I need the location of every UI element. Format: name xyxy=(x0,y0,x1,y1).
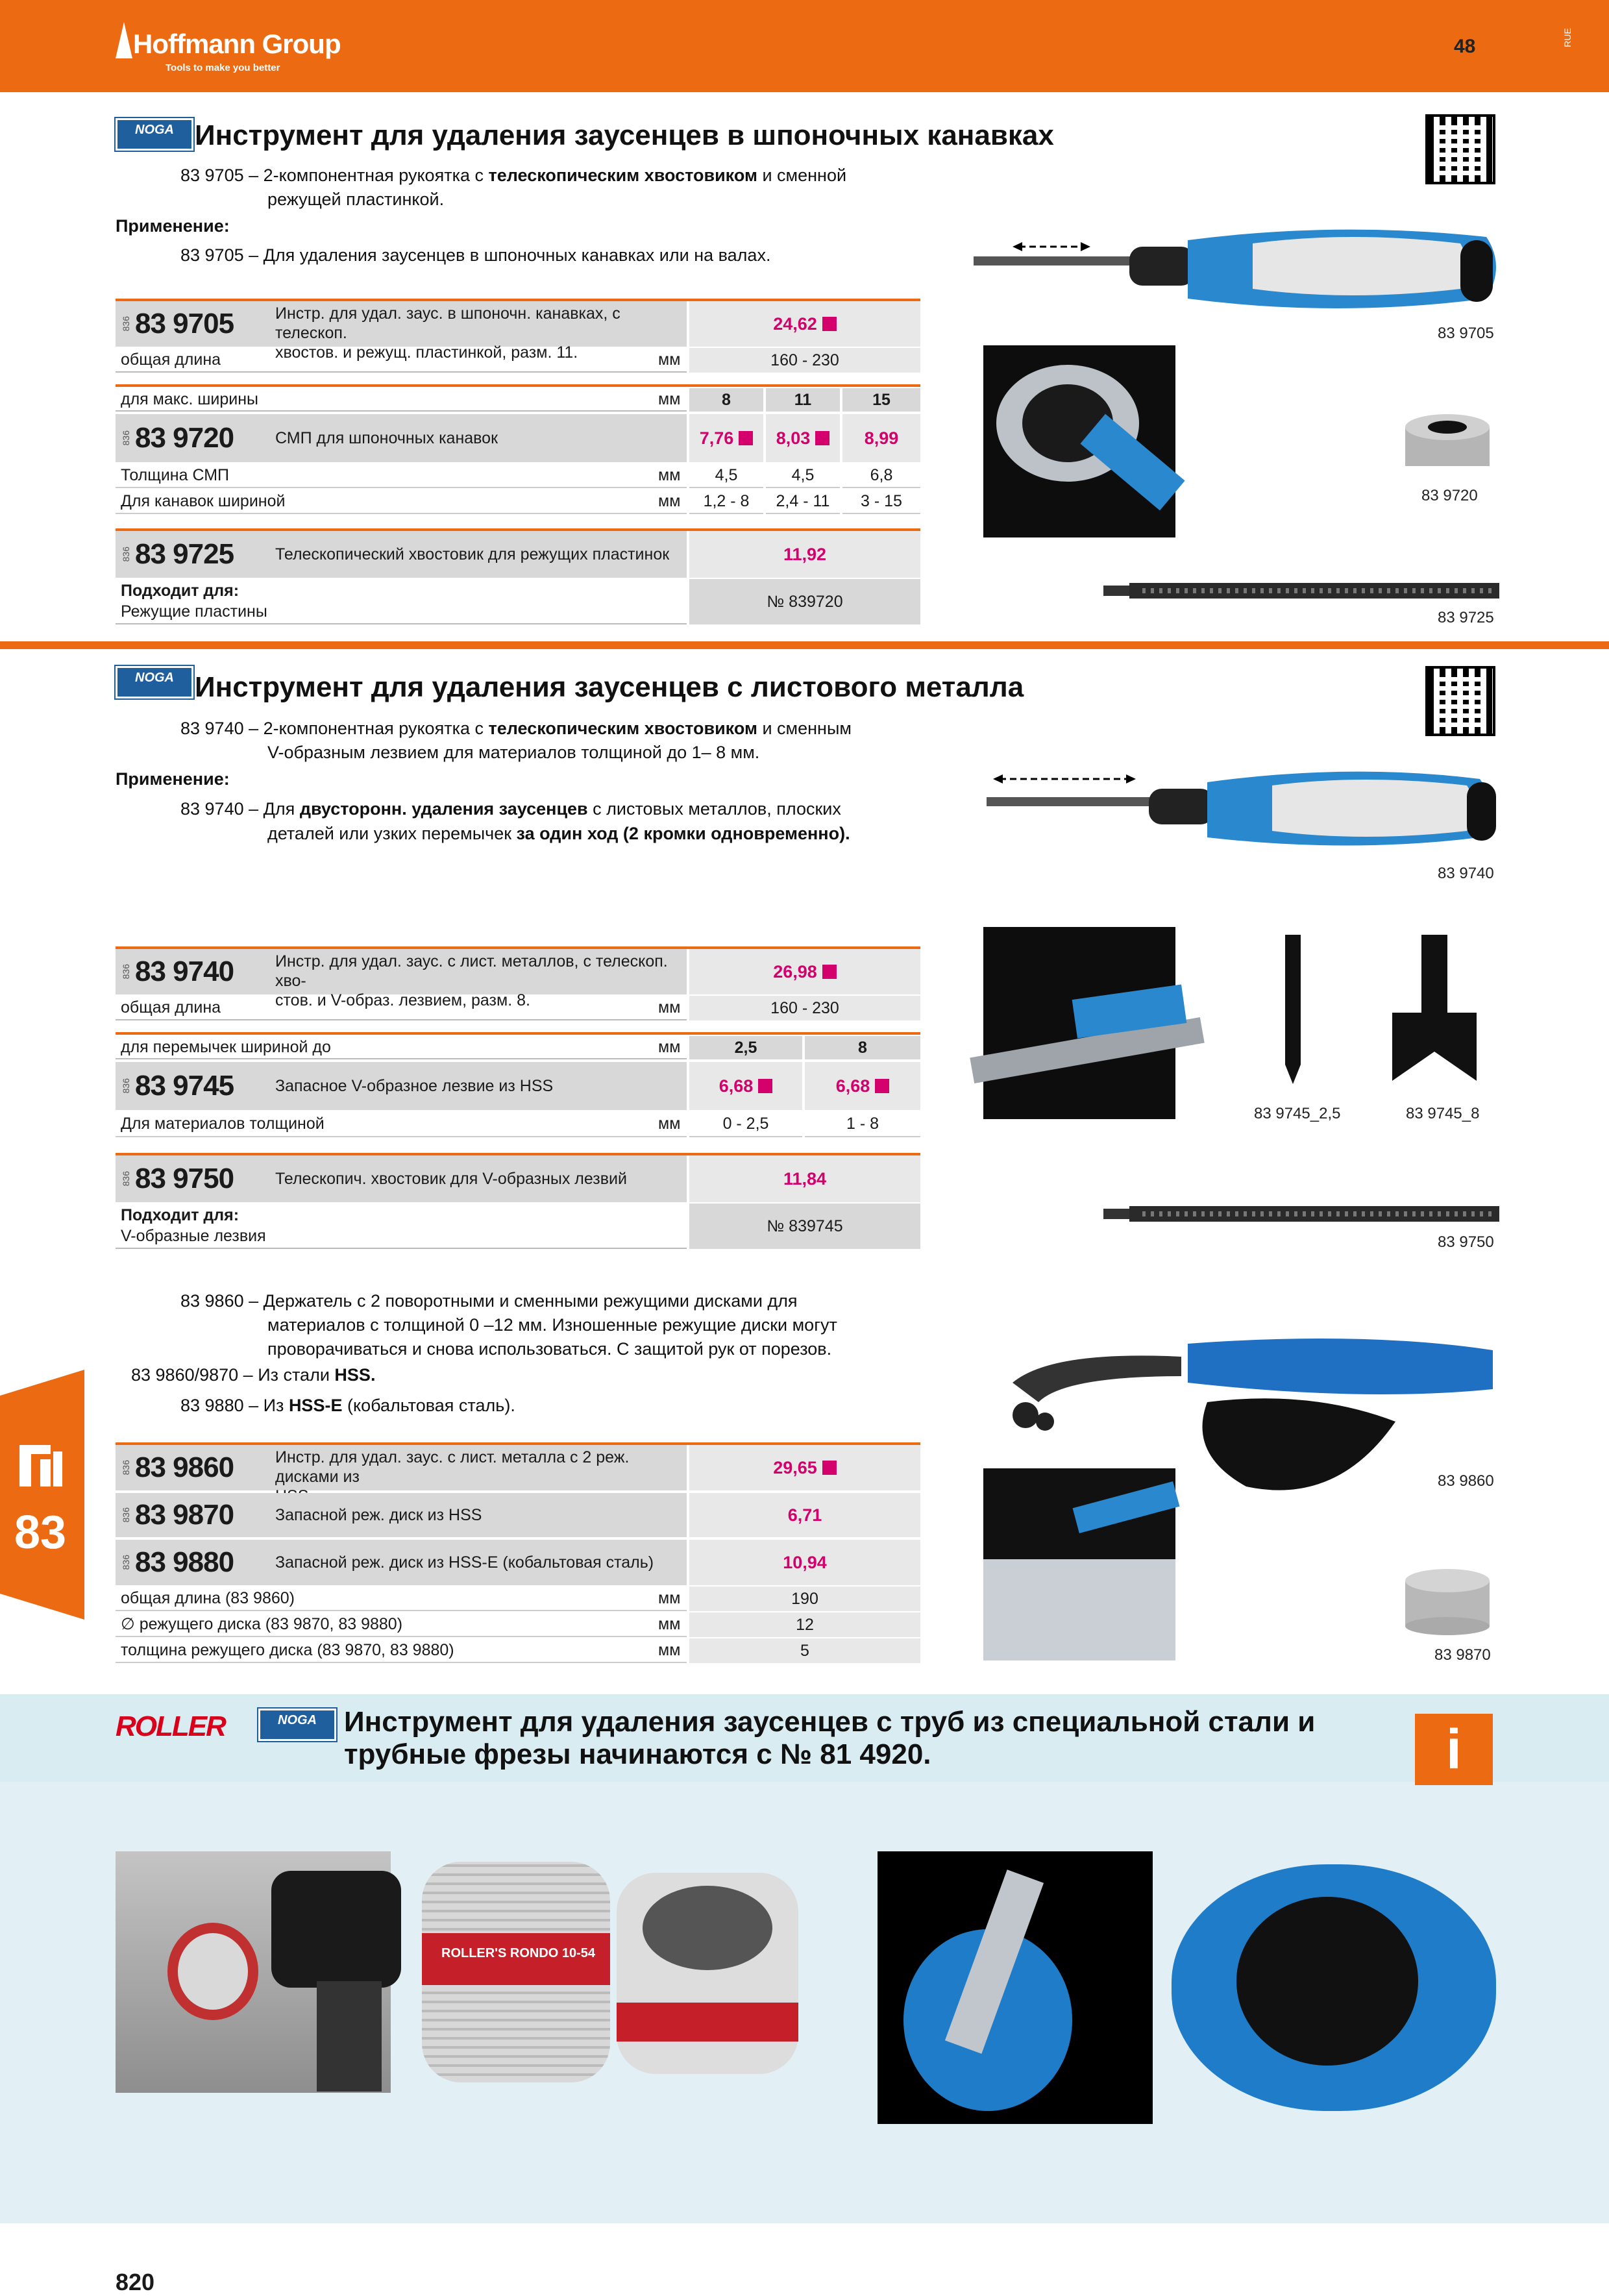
table-row[interactable]: 836 83 9745 Запасное V-образное лезвие из HSS xyxy=(116,1062,687,1110)
length-value: 160 - 230 xyxy=(689,348,920,373)
roller-logo: ROLLER xyxy=(116,1710,225,1742)
cutting-disc-image xyxy=(1402,1564,1493,1636)
description: 83 9860 – Держатель с 2 поворотными и сменными режущими дисками для xyxy=(180,1291,798,1311)
caption: 83 9745_8 xyxy=(1406,1105,1480,1122)
caption: 83 9750 xyxy=(1438,1233,1494,1251)
shank-image xyxy=(1103,1201,1499,1227)
table-row[interactable]: 836 83 9870 Запасной реж. диск из HSS xyxy=(116,1493,687,1537)
table-row[interactable]: 836 83 9720 СМП для шпоночных канавок xyxy=(116,414,687,462)
section-title: Инструмент для удаления заусенцев с листового металла xyxy=(195,671,1024,703)
description: 83 9740 – 2-компонентная рукоятка с телескопическим хвостовиком и сменным xyxy=(180,719,852,738)
description-cont: режущей пластинкой. xyxy=(267,190,445,209)
table-row[interactable]: 836 83 9860 Инстр. для удал. заус. с лист. металла с 2 реж. дисками из xyxy=(116,1445,687,1490)
sheet-metal-deburrer-image xyxy=(974,766,1499,870)
caption: 83 9740 xyxy=(1438,865,1494,882)
brand-name: Hoffmann Group xyxy=(133,29,341,59)
table-row[interactable]: 836 83 9740 Инстр. для удал. заус. с лист. металлов, с телескоп. хво- стов. и V-образ. лезвием, разм. 8. xyxy=(116,949,687,994)
drill-photo xyxy=(116,1851,391,2093)
insert-image xyxy=(1402,408,1493,473)
info-text: Инструмент для удаления заусенцев с труб из специальной стали и трубные фрезы начинаются с № 81 4920. xyxy=(344,1706,1316,1770)
caption: 83 9725 xyxy=(1438,609,1494,626)
caption: 83 9870 xyxy=(1434,1646,1491,1664)
caption: 83 9745_2,5 xyxy=(1254,1105,1341,1122)
caption: 83 9860 xyxy=(1438,1472,1494,1490)
application-text-cont: деталей или узких перемычек за один ход (2 кромки одновременно). xyxy=(267,824,850,843)
side-code: RUE xyxy=(1562,28,1573,47)
application-label: Применение: xyxy=(116,769,230,789)
description-cont: проворачиваться и снова использоваться. С защитой рук от порезов. xyxy=(267,1339,832,1359)
product-photo xyxy=(983,345,1175,537)
catalog-section-number: 48 xyxy=(1454,36,1476,57)
description-cont: V-образным лезвием для материалов толщиной до 1– 8 мм. xyxy=(267,743,760,762)
deburring-tool-image xyxy=(948,221,1499,325)
article-number: 83 9705 xyxy=(135,308,234,339)
blue-cutter-photo xyxy=(1159,1851,1503,2124)
description-material: 83 9860/9870 – Из стали HSS. xyxy=(131,1365,376,1385)
caption: 83 9720 xyxy=(1421,487,1478,504)
shank-image xyxy=(1103,578,1499,604)
section-title: Инструмент для удаления заусенцев в шпоночных канавках xyxy=(195,119,1054,151)
product-photo xyxy=(983,1468,1175,1660)
info-icon[interactable]: i xyxy=(1415,1714,1493,1785)
chapter-tab[interactable] xyxy=(0,1370,84,1620)
noga-logo: NOGA xyxy=(116,666,193,698)
description: 83 9705 – 2-компонентная рукоятка с телескопическим хвостовиком и сменной xyxy=(180,166,847,185)
noga-logo: NOGA xyxy=(116,118,193,151)
brand-tagline: Tools to make you better xyxy=(166,62,280,73)
chapter-number: 83 xyxy=(14,1507,67,1559)
v-blade-images xyxy=(1272,935,1493,1091)
page-number: 820 xyxy=(116,2269,155,2295)
application-text: 83 9740 – Для двусторонн. удаления заусенцев с листовых металлов, плоских xyxy=(180,799,841,819)
rondo-cutter-photo xyxy=(610,1860,805,2080)
description-material: 83 9880 – Из HSS-E (кобальтовая сталь). xyxy=(180,1396,515,1415)
section-divider xyxy=(0,641,1609,649)
product-photo xyxy=(983,927,1175,1119)
price-cell: 24,62 xyxy=(689,301,920,347)
table-row[interactable]: 836 83 9725 Телескопический хвостовик для режущих пластинок xyxy=(116,531,687,578)
description-cont: материалов с толщиной 0 –12 мм. Изношенные режущие диски могут xyxy=(267,1315,837,1335)
qr-code-icon[interactable] xyxy=(1425,114,1495,184)
caption: 83 9705 xyxy=(1438,325,1494,342)
table-row[interactable]: 836 83 9880 Запасной реж. диск из HSS-E (кобальтовая сталь) xyxy=(116,1540,687,1585)
table-row[interactable]: 836 83 9750 Телескопич. хвостовик для V-образных лезвий xyxy=(116,1155,687,1202)
hoffmann-logo-icon xyxy=(116,22,132,58)
qr-code-icon[interactable] xyxy=(1425,666,1495,736)
application-label: Применение: xyxy=(116,216,230,236)
rondo-cutter-photo: ROLLER'S RONDO 10-54 xyxy=(415,1855,617,2089)
application-text: 83 9705 – Для удаления заусенцев в шпоночных канавках или на валах. xyxy=(180,245,771,265)
deburring-icon xyxy=(17,1440,69,1492)
table-row[interactable]: 836 83 9705 Инстр. для удал. заус. в шпоночн. канавках, с телескоп. хвостов. и режущ. пластинкой, разм. 11. xyxy=(116,301,687,347)
noga-logo: NOGA xyxy=(258,1709,336,1741)
blue-cutter-photo xyxy=(878,1851,1153,2124)
